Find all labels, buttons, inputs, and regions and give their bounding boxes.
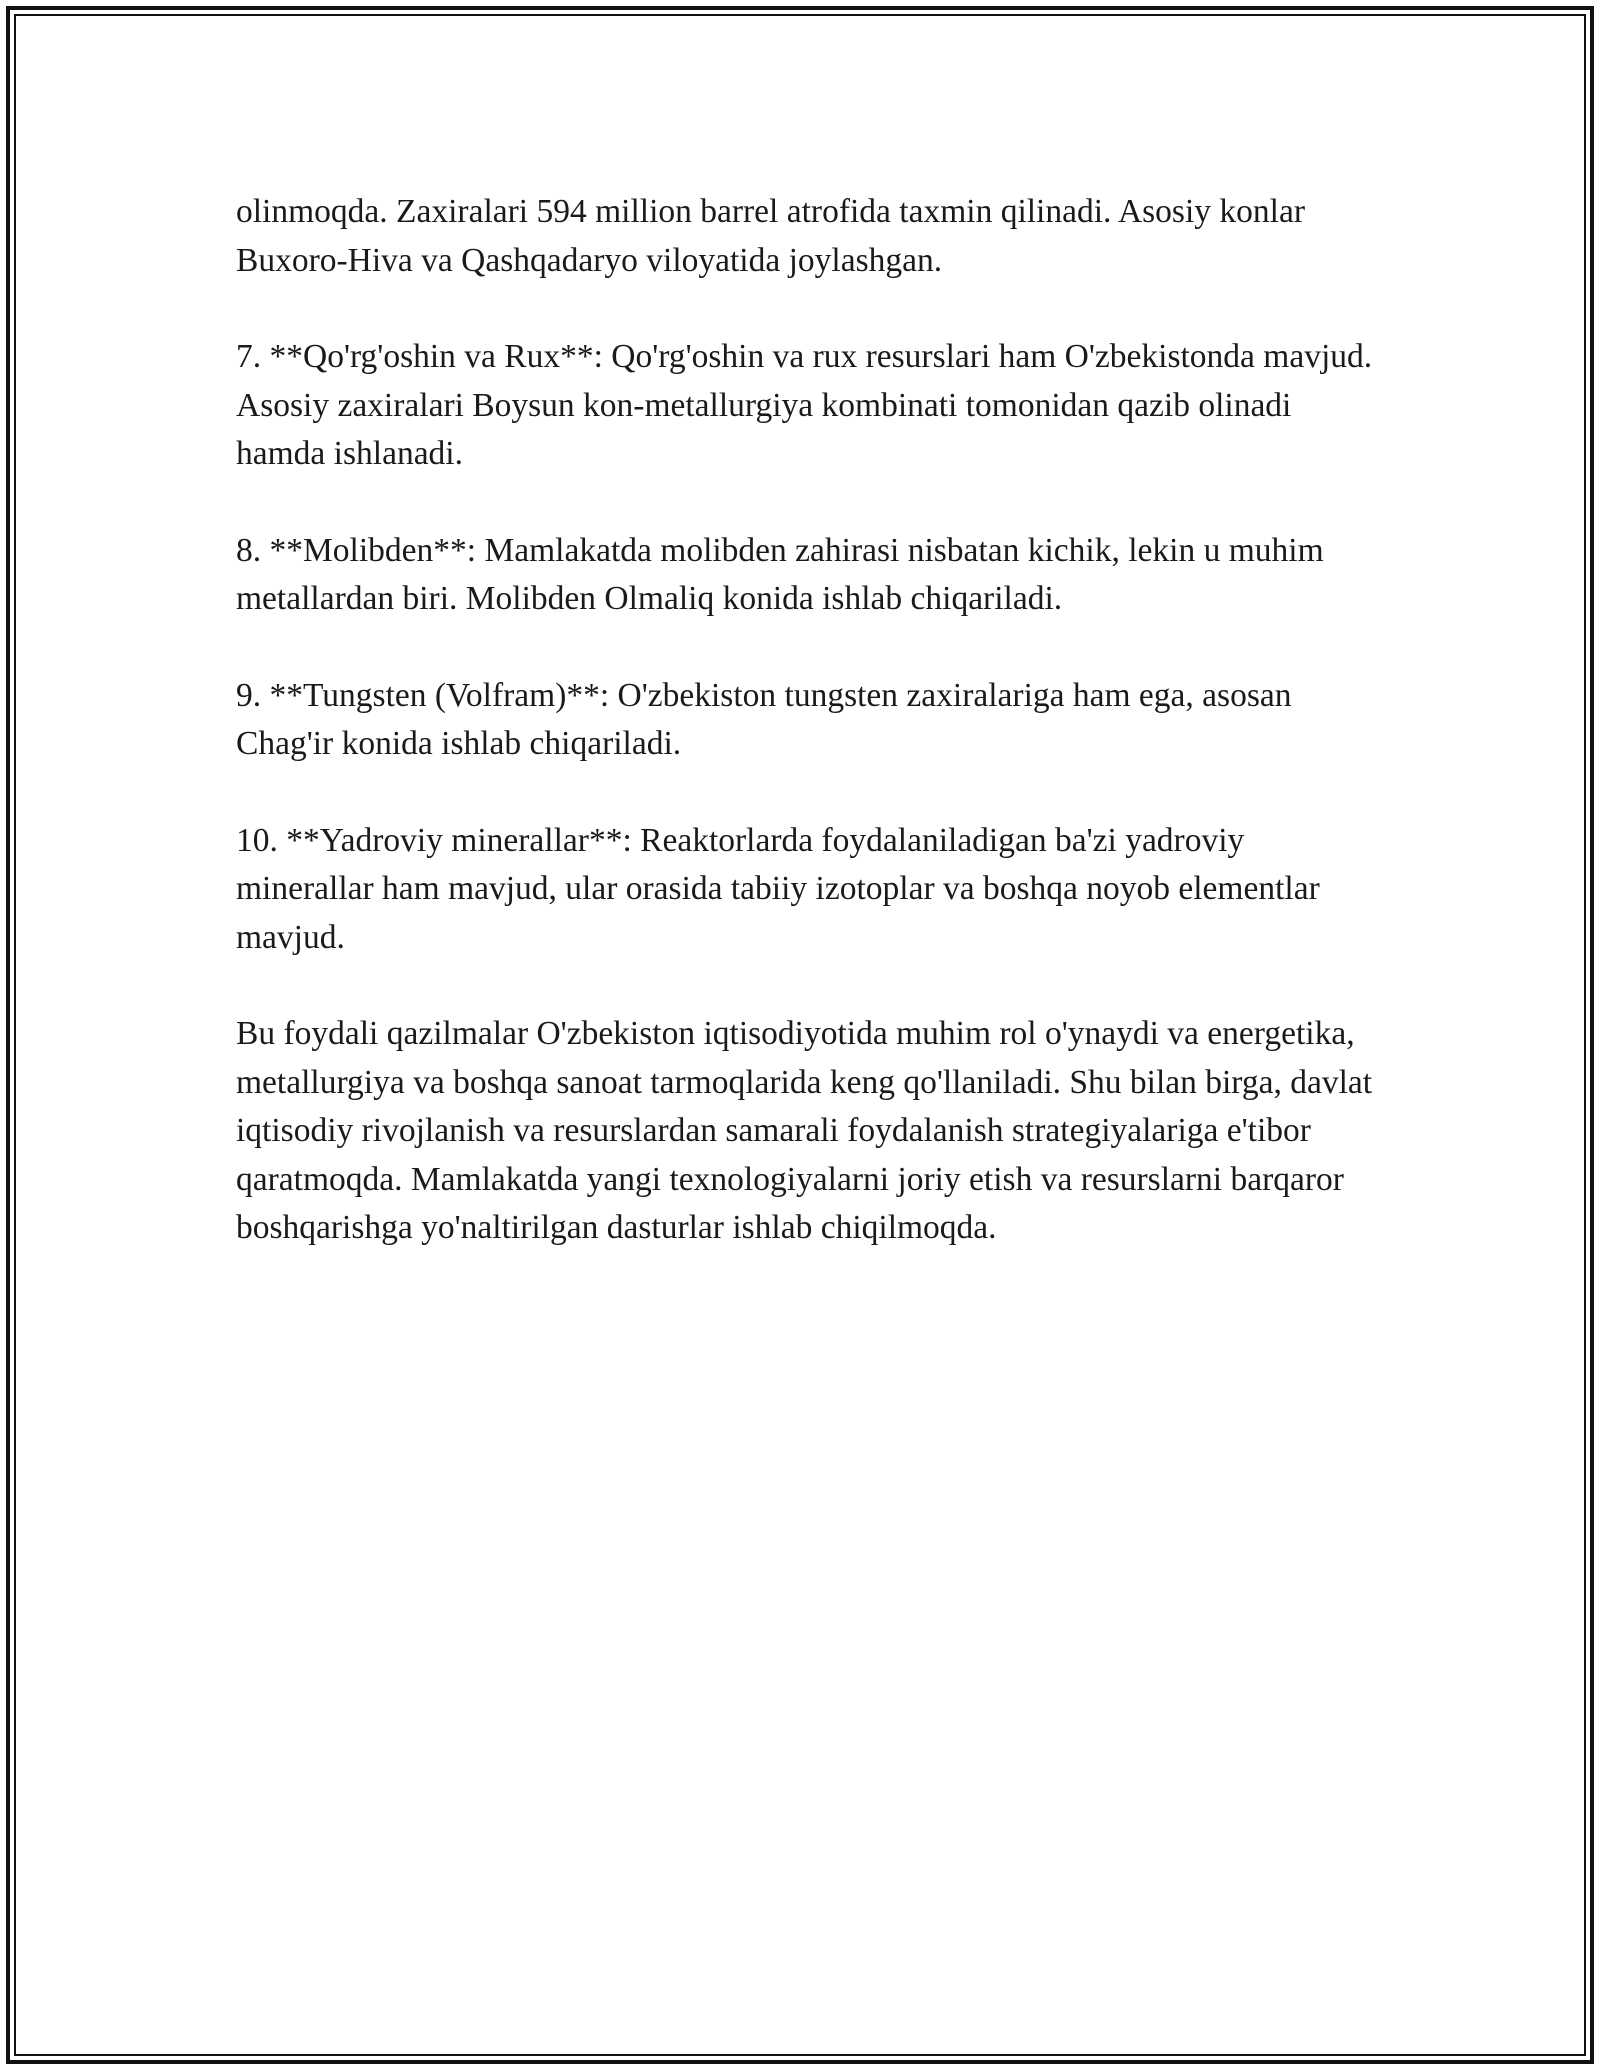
document-body (236, 188, 1376, 1301)
paragraph-molybdenum: 8. **Molibden**: Mamlakatda molibden zahirasi nisbatan kichik, lekin u muhim metallardan biri. Molibden Olmaliq konida ishlab chiqariladi. (236, 531, 1324, 617)
paragraph-oil-continuation: olinmoqda. Zaxiralari 594 million barrel atrofida taxmin qilinadi. Asosiy konlar Buxoro-Hiva va Qashqadaryo viloyatida joylashgan. (236, 193, 1305, 279)
paragraph-lead-zinc: 7. **Qo'rg'oshin va Rux**: Qo'rg'oshin va rux resurslari ham O'zbekistonda mavjud. Asosiy zaxiralari Boysun kon-metallurgiya kombinati tomonidan qazib olinadi hamda ishlanadi. (236, 338, 1373, 472)
paragraph-tungsten: 9. **Tungsten (Volfram)**: O'zbekiston tungsten zaxiralariga ham ega, asosan Chag'ir konida ishlab chiqariladi. (236, 676, 1292, 762)
paragraph-nuclear-minerals: 10. **Yadroviy minerallar**: Reaktorlarda foydalaniladigan ba'zi yadroviy minerallar ham mavjud, ular orasida tabiiy izotoplar va boshqa noyob elementlar mavjud. (236, 821, 1320, 956)
paragraph-conclusion: Bu foydali qazilmalar O'zbekiston iqtisodiyotida muhim rol o'ynaydi va energetika, metallurgiya va boshqa sanoat tarmoqlarida keng qo'llaniladi. Shu bilan birga, davlat iqtisodiy rivojlanish va resurslardan samarali foydalanish strategiyalariga e'tibor qaratmoqda. Mamlakatda yangi texnologiyalarni joriy etish va resurslarni barqaror boshqarishga yo'naltirilgan dasturlar ishlab chiqilmoqda. (236, 1015, 1373, 1246)
